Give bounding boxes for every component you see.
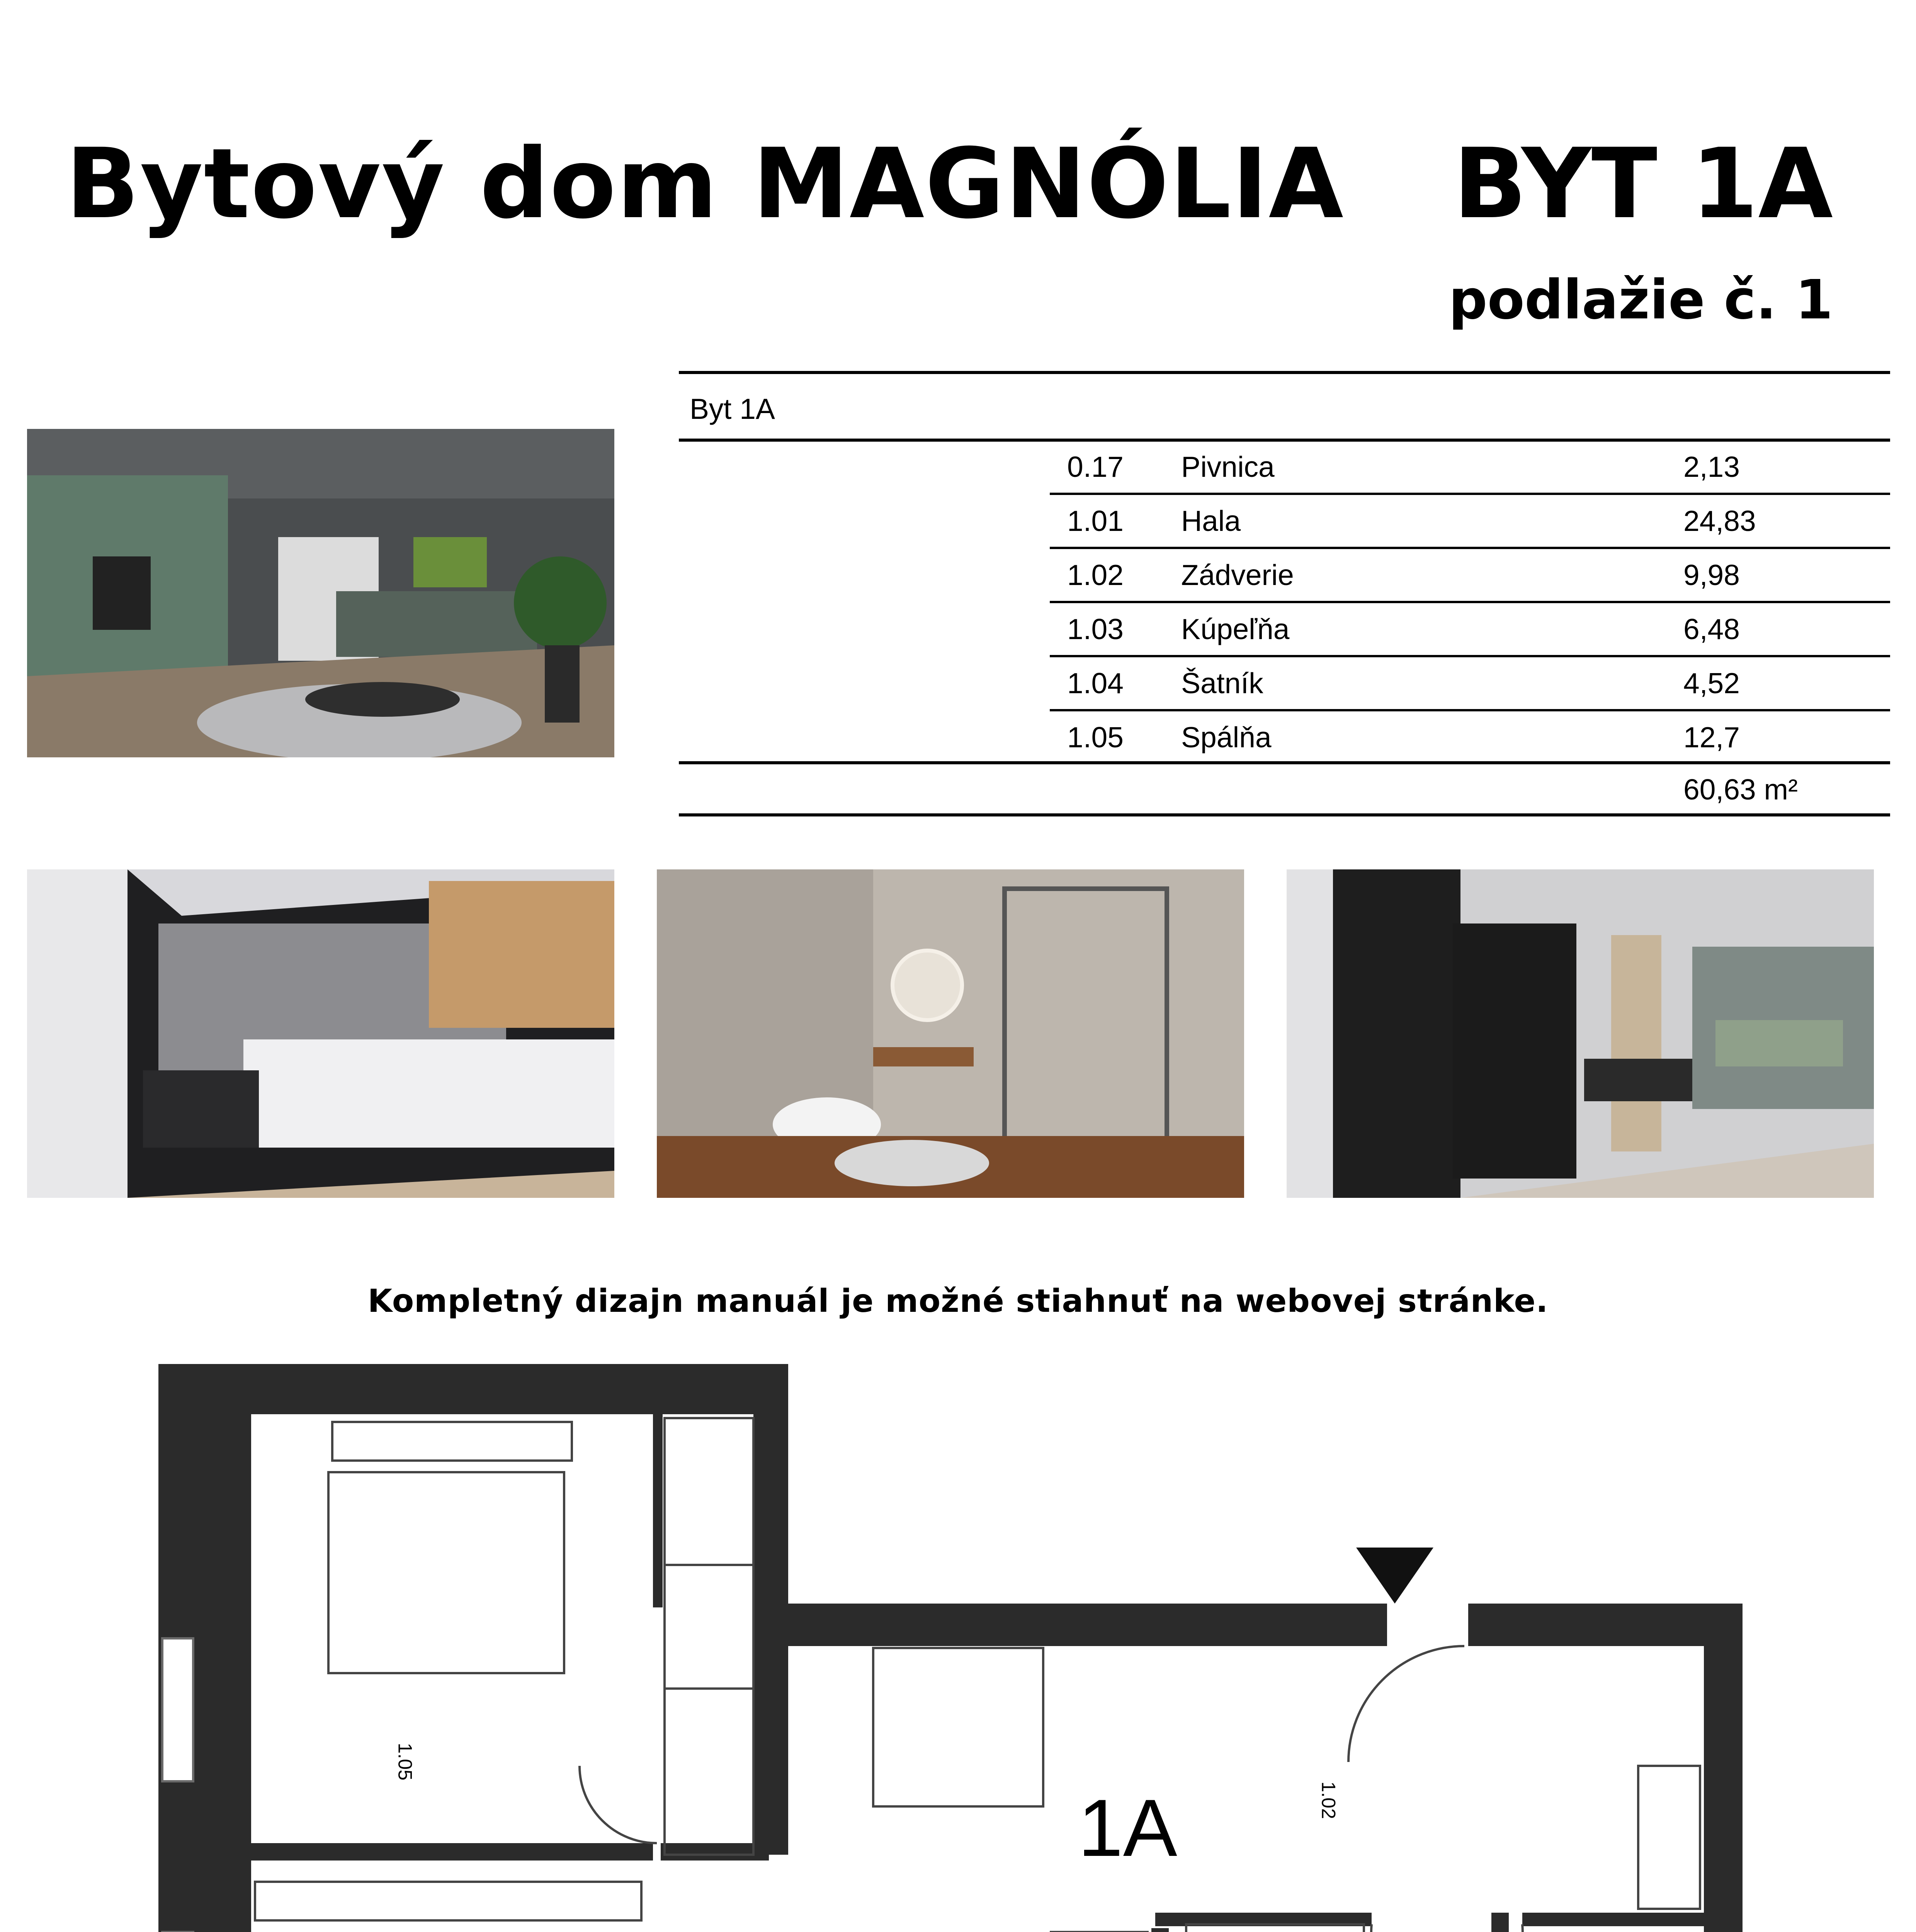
row-area: 12,7 (1683, 721, 1740, 753)
living-room-render-icon (27, 429, 614, 757)
row-code: 0.17 (1067, 451, 1124, 483)
entrance-arrow-icon (1356, 1548, 1433, 1604)
row-name: Hala (1181, 505, 1241, 537)
entrance-hall-render-icon (1287, 869, 1874, 1198)
row-code: 1.03 (1067, 613, 1124, 645)
area-table (679, 371, 1890, 819)
row-name: Spálňa (1181, 721, 1272, 753)
walk-in-closet-render-icon (27, 869, 614, 1198)
row-area: 24,83 (1683, 505, 1756, 537)
living-room-photo (27, 429, 614, 757)
plan-unit-label: 1A (1078, 1782, 1177, 1873)
room-label: 1.05 (394, 1743, 416, 1781)
row-code: 1.01 (1067, 505, 1124, 537)
bathroom-photo (657, 869, 1244, 1198)
floor-plan-drawing (158, 1364, 1743, 1932)
row-area: 4,52 (1683, 667, 1740, 699)
hall-photo (1287, 869, 1874, 1198)
row-name: Zádverie (1181, 559, 1294, 591)
table-caption: Byt 1A (690, 393, 775, 425)
windows (162, 1638, 1696, 1932)
table-rule (679, 439, 1890, 442)
row-area: 6,48 (1683, 613, 1740, 645)
table-total: 60,63 m² (1683, 773, 1798, 806)
row-name: Pivnica (1181, 451, 1275, 483)
row-name: Kúpeľňa (1181, 613, 1290, 645)
row-area: 9,98 (1683, 559, 1740, 591)
table-rule (679, 371, 1890, 374)
row-code: 1.05 (1067, 721, 1124, 753)
row-name: Šatník (1181, 667, 1263, 699)
row-code: 1.02 (1067, 559, 1124, 591)
page-title: Bytový dom MAGNÓLIA (66, 128, 1344, 240)
row-area: 2,13 (1683, 451, 1740, 483)
floor-plan (158, 1364, 1743, 1932)
closet-photo (27, 869, 614, 1198)
room-label: 1.02 (1318, 1781, 1340, 1819)
row-code: 1.04 (1067, 667, 1124, 699)
design-manual-note: Kompletný dizajn manuál je možné stiahnuť na webovej stránke. (367, 1283, 1549, 1320)
floor-label: podlažie č. 1 (1448, 269, 1833, 332)
unit-label: BYT 1A (1453, 128, 1833, 240)
bathroom-render-icon (657, 869, 1244, 1198)
